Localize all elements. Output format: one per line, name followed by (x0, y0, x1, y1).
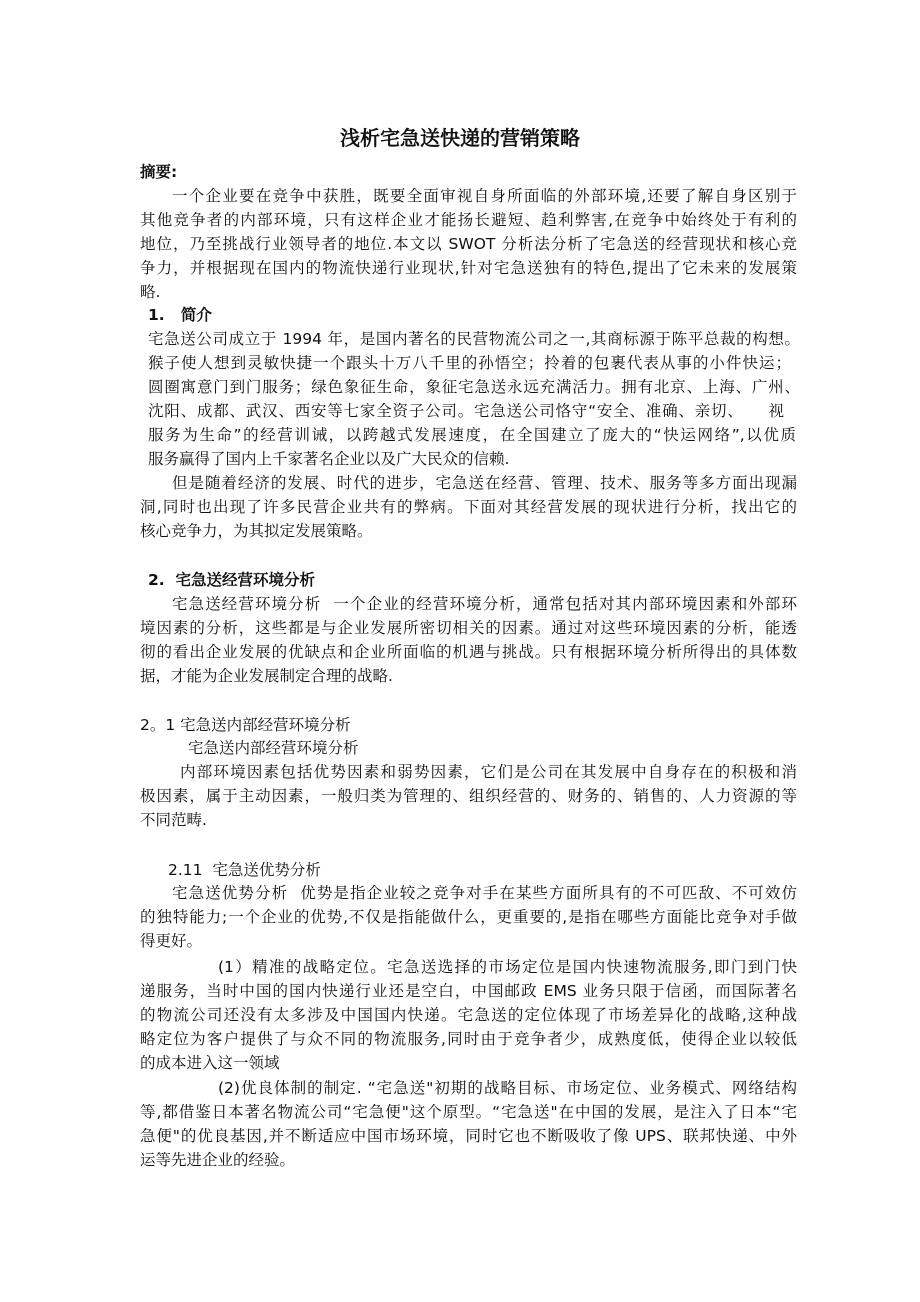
point-line: 等,都借鉴日本著名物流公司“宅急便"这个原型。“宅急送"在中国的发展，是注入了日本“宅 (140, 1103, 797, 1121)
point-line: 的物流公司还没有太多涉及中国国内快递。宅急送的定位体现了市场差异化的战略,这种战 (140, 1006, 797, 1024)
intro-line: 服务为生命”的经营训诫，以跨越式发展速度，在全国建立了庞大的“快运网络”,以优质 (148, 426, 796, 444)
paragraph-line: 的独特能力;一个企业的优势,不仅是指能做什么，更重要的,是指在哪些方面能比竞争对手做 (140, 908, 797, 926)
paragraph-line: 洞,同时也出现了许多民营企业共有的弊病。下面对其经营发展的现状进行分析，找出它的 (140, 498, 797, 516)
point-line: 递服务，当时中国的国内快递行业还是空白，中国邮政 EMS 业务只限于信函，而国际著名 (140, 982, 797, 1000)
intro-line: 猴子使人想到灵敏快捷一个跟头十万八千里的孙悟空；拎着的包裹代表从事的小件快运； (148, 354, 791, 372)
point-line: 运等先进企业的经验。 (140, 1151, 296, 1169)
abstract-line: 其他竞争者的内部环境，只有这样企业才能扬长避短、趋利弊害,在竞争中始终处于有利的 (140, 211, 797, 229)
abstract-line: 地位，乃至挑战行业领导者的地位.本文以 SWOT 分析法分析了宅急送的经营现状和核心竞 (140, 235, 797, 253)
point-line: 急便"的优良基因,并不断适应中国市场环境，同时它也不断吸收了像 UPS、联邦快递、中外 (140, 1127, 797, 1145)
intro-line: 服务赢得了国内上千家著名企业以及广大民众的信赖. (148, 450, 510, 468)
document-title: 浅析宅急送快递的营销策略 (340, 126, 580, 150)
paragraph-line: 彻的看出企业发展的优缺点和企业所面临的机遇与挑战。只有根据环境分析所得出的具体数 (140, 643, 797, 661)
paragraph-line: 据，才能为企业发展制定合理的战略. (140, 667, 393, 685)
point-line: 略定位为客户提供了与众不同的物流服务,同时由于竞争者少，成熟度低，使得企业以较低 (140, 1030, 797, 1048)
abstract-line: 争力，并根据现在国内的物流快递行业现状,针对宅急送独有的特色,提出了它未来的发展策 (140, 259, 797, 277)
intro-line: 圆圈寓意门到门服务；绿色象征生命，象征宅急送永远充满活力。拥有北京、上海、广州、 (148, 378, 800, 396)
paragraph-line: 极因素，属于主动因素，一般归类为管理的、组织经营的、财务的、销售的、人力资源的等 (140, 787, 797, 805)
intro-line: 宅急送公司成立于 1994 年，是国内著名的民营物流公司之一,其商标源于陈平总裁的构想。 (148, 330, 800, 348)
abstract-line: 一个企业要在竞争中获胜，既要全面审视自身所面临的外部环境,还要了解自身区别于 (172, 187, 797, 205)
subsection-heading: 2.11 宅急送优势分析 (168, 861, 321, 879)
paragraph-line: 得更好。 (140, 932, 203, 950)
point-line: (1）精准的战略定位。宅急送选择的市场定位是国内快速物流服务,即门到门快 (218, 958, 797, 976)
subsection-subheading: 宅急送内部经营环境分析 (188, 739, 359, 757)
paragraph-line: 但是随着经济的发展、时代的进步，宅急送在经营、管理、技术、服务等多方面出现漏 (172, 474, 797, 492)
intro-line: 沈阳、成都、武汉、西安等七家全资子公司。宅急送公司恪守“安全、准确、亲切、 视 (148, 402, 784, 420)
paragraph-line: 宅急送经营环境分析 一个企业的经营环境分析，通常包括对其内部环境因素和外部环 (172, 595, 797, 613)
point-line: (2)优良体制的制定. “宅急送"初期的战略目标、市场定位、业务模式、网络结构 (218, 1079, 797, 1097)
subsection-heading: 2。1 宅急送内部经营环境分析 (140, 716, 351, 734)
section-heading: 2. 宅急送经营环境分析 (148, 571, 315, 589)
paragraph-line: 内部环境因素包括优势因素和弱势因素，它们是公司在其发展中自身存在的积极和消 (180, 763, 797, 781)
point-line: 的成本进入这一领域 (140, 1054, 280, 1072)
paragraph-line: 宅急送优势分析 优势是指企业较之竞争对手在某些方面所具有的不可匹敌、不可效仿 (172, 884, 797, 902)
section-heading: 1. 简介 (148, 306, 212, 324)
paragraph-line: 境因素的分析，这些都是与企业发展所密切相关的因素。通过对这些环境因素的分析，能透 (140, 619, 797, 637)
abstract-label: 摘要: (140, 163, 178, 181)
abstract-line: 略. (140, 283, 161, 301)
paragraph-line: 不同范畴. (140, 811, 207, 829)
paragraph-line: 核心竞争力，为其拟定发展策略。 (140, 522, 373, 540)
